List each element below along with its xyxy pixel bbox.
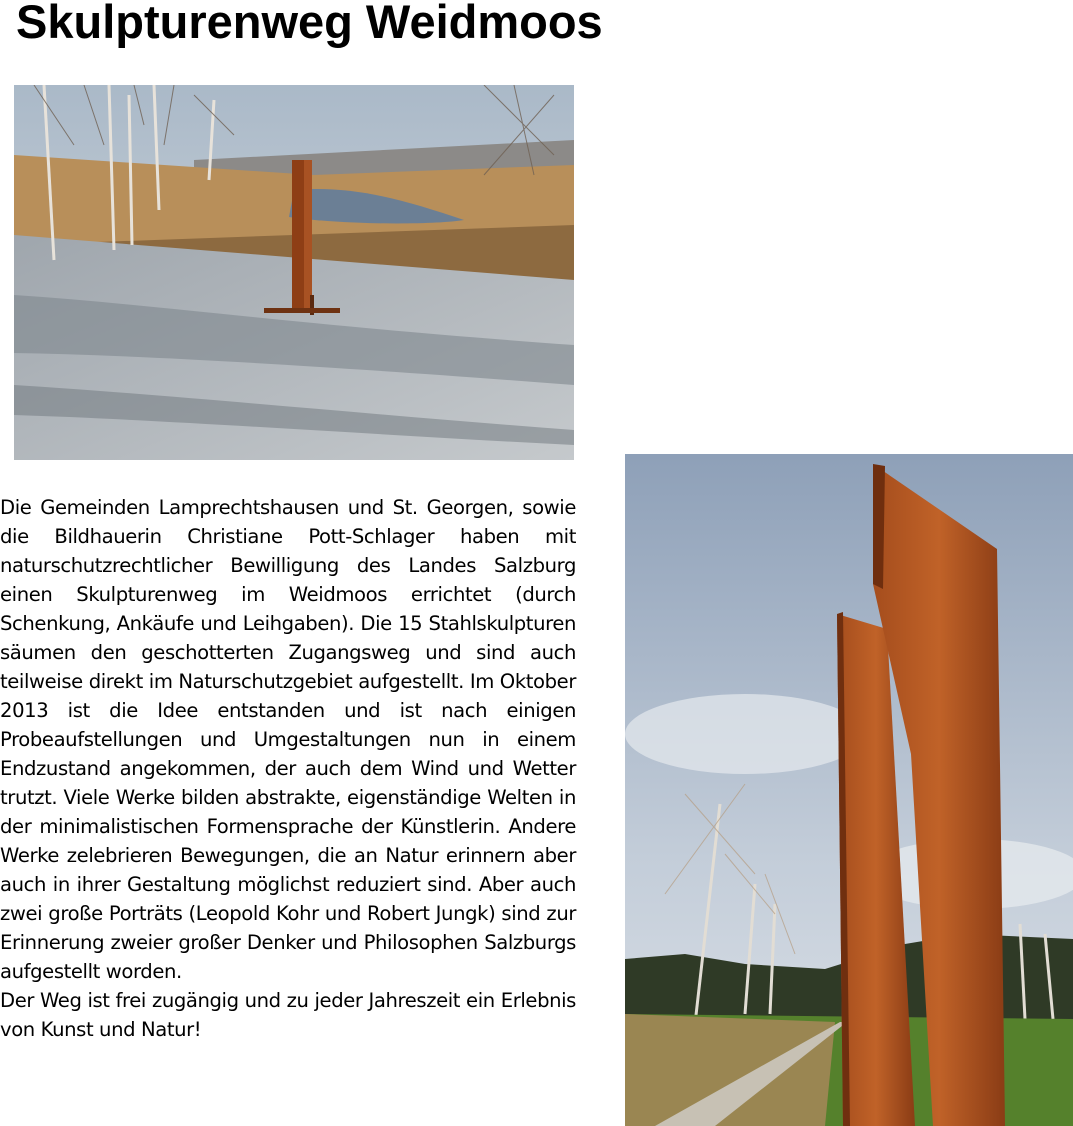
sculpture-photo-moor bbox=[14, 85, 574, 460]
description-text bbox=[0, 493, 576, 1044]
description-paragraph: Die Gemeinden Lamprechtshausen und St. Georgen, sowie die Bildhauerin Christiane Pott-Schlager haben mit naturschutzrechtlicher Bewilligung des Landes Salzburg einen Skulpturenweg im Weidmoos errichtet (durch Schenkung, Ankäufe und Leihgaben). Die 15 Stahlskulpturen säumen den geschotterten Zugangsweg und sind auch teilweise direkt im Naturschutzgebiet aufgestellt. Im Oktober 2013 ist die Idee entstanden und ist nach einigen Probeaufstellungen und Umgestaltungen nun in einem Endzustand angekommen, der auch dem Wind und Wetter trutzt. Viele Werke bilden abstrakte, eigenständige Welten in der minimalistischen Formensprache der Künstlerin. Andere Werke zelebrieren Bewegungen, die an Natur erinnern aber auch in ihrer Gestaltung möglichst reduziert sind. Aber auch zwei große Porträts (Leopold Kohr und Robert Jungk) sind zur Erinnerung zweier großer Denker und Philosophen Salzburgs aufgestellt worden. bbox=[0, 496, 576, 983]
closing-paragraph: Der Weg ist frei zugängig und zu jeder Jahreszeit ein Erlebnis von Kunst und Natur! bbox=[0, 989, 576, 1041]
page-title: Skulpturenweg Weidmoos bbox=[16, 0, 603, 48]
sculpture-photo-field bbox=[625, 454, 1073, 1126]
